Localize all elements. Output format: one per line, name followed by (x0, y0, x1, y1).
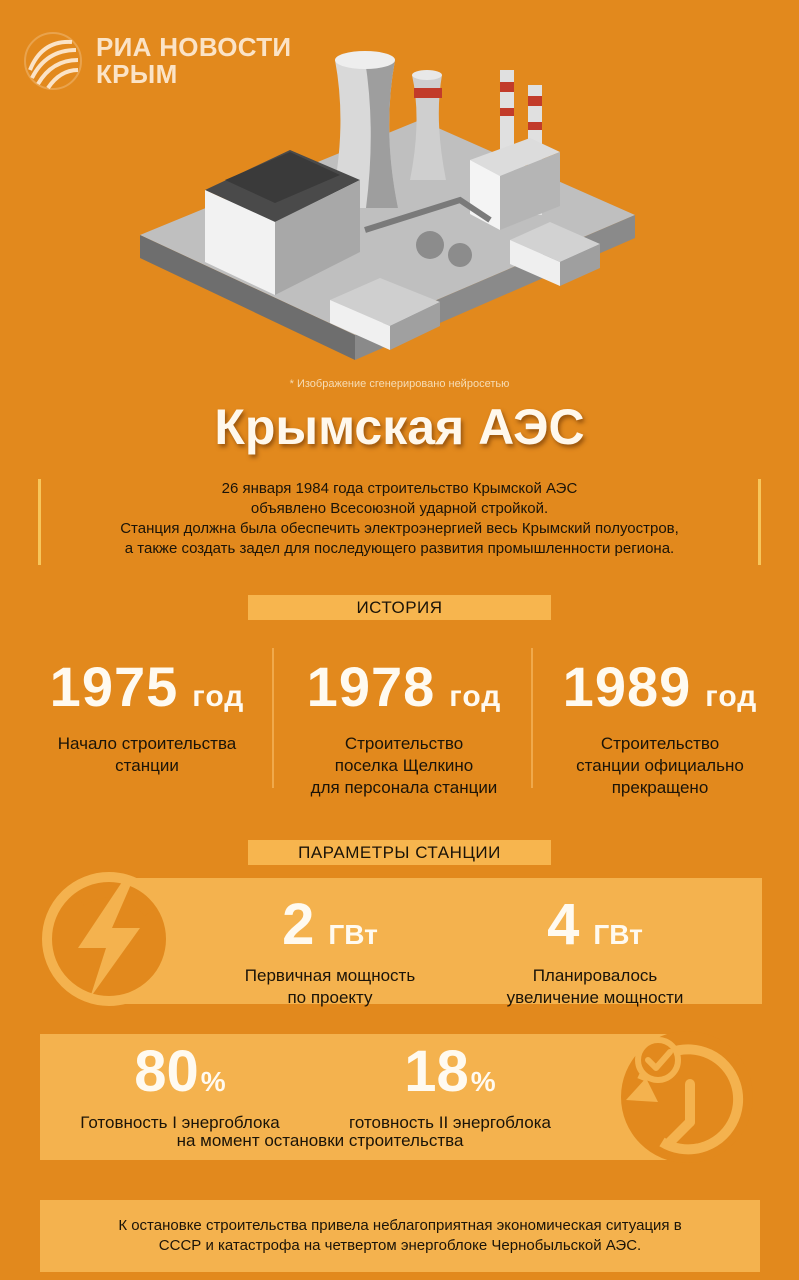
power-plant-illustration (130, 30, 650, 380)
intro-line: объявлено Всесоюзной ударной стройкой. (250, 500, 549, 517)
divider (272, 648, 274, 788)
intro-line: Станция должна была обеспечить электроэнергией весь Крымский полуостров, (120, 520, 679, 537)
power-value: 2 ГВт (282, 892, 378, 957)
timeline-description: Строительство поселка Щелкино для персонала станции (310, 734, 498, 797)
footer-line: СССР и катастрофа на четвертом энергоблоке Чернобыльской АЭС. (158, 1237, 642, 1254)
clock-check-icon (612, 1022, 762, 1172)
page-title: Крымская АЭС (214, 399, 585, 455)
timeline-year: 1978 год (306, 655, 502, 718)
timeline-description: Строительство станции официально прекращено (576, 734, 744, 797)
timeline-year: 1989 год (562, 655, 758, 718)
timeline-item (535, 655, 785, 799)
readiness-label: Готовность I энергоблока (80, 1113, 280, 1132)
intro-text (38, 479, 761, 565)
footer-line: К остановке строительства привела неблагоприятная экономическая ситуация в (118, 1217, 682, 1234)
power-stat (470, 892, 720, 1009)
timeline-item (22, 655, 272, 777)
intro-line: 26 января 1984 года строительство Крымской АЭС (221, 480, 578, 497)
readiness-note: на момент остановки строительства (176, 1131, 464, 1150)
power-stat (215, 892, 445, 1009)
power-value: 4 ГВт (547, 892, 643, 957)
lightning-icon (40, 870, 178, 1008)
divider (531, 648, 533, 788)
readiness-stat (325, 1039, 575, 1134)
power-label: Планировалось увеличение мощности (506, 966, 684, 1007)
timeline-item (278, 655, 530, 799)
intro-line: а также создать задел для последующего развития промышленности региона. (124, 540, 675, 557)
ai-image-note: * Изображение сгенерировано нейросетью (289, 378, 510, 390)
timeline-description: Начало строительства станции (57, 734, 237, 775)
readiness-value: 18% (404, 1039, 496, 1104)
readiness-stat (60, 1039, 300, 1134)
brand-line-1: РИА НОВОСТИ (96, 32, 292, 62)
readiness-label: готовность II энергоблока (349, 1113, 551, 1132)
history-heading: ИСТОРИЯ (248, 595, 551, 620)
brand-line-2: КРЫМ (96, 59, 178, 89)
ria-logo-icon (22, 30, 84, 92)
params-heading: ПАРАМЕТРЫ СТАНЦИИ (248, 840, 551, 865)
readiness-value: 80% (134, 1039, 226, 1104)
power-label: Первичная мощность по проекту (244, 966, 416, 1007)
timeline-year: 1975 год (49, 655, 245, 718)
footer-note (40, 1200, 760, 1272)
